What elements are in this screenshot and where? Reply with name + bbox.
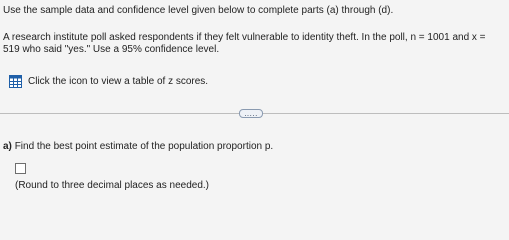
z-table-link[interactable] [9,75,208,88]
rounding-hint: (Round to three decimal places as needed.) [15,180,210,191]
table-grid-icon[interactable] [9,75,22,88]
part-a-text: Find the best point estimate of the population proportion p. [14,141,274,152]
z-table-link-label[interactable]: Click the icon to view a table of z scores. [28,75,209,87]
expand-more-button[interactable]: ..... [239,109,263,118]
part-a-label: a) [3,141,12,152]
instructions-text: Use the sample data and confidence level given below to complete parts (a) through (d). [3,5,394,16]
answer-input-box[interactable] [15,163,26,174]
part-a-question [3,141,273,153]
problem-statement: A research institute poll asked respondents if they felt vulnerable to identity theft. In the poll, n = 1001 and x = 519 who said "yes." Use a 95% confidence level. [3,32,486,55]
